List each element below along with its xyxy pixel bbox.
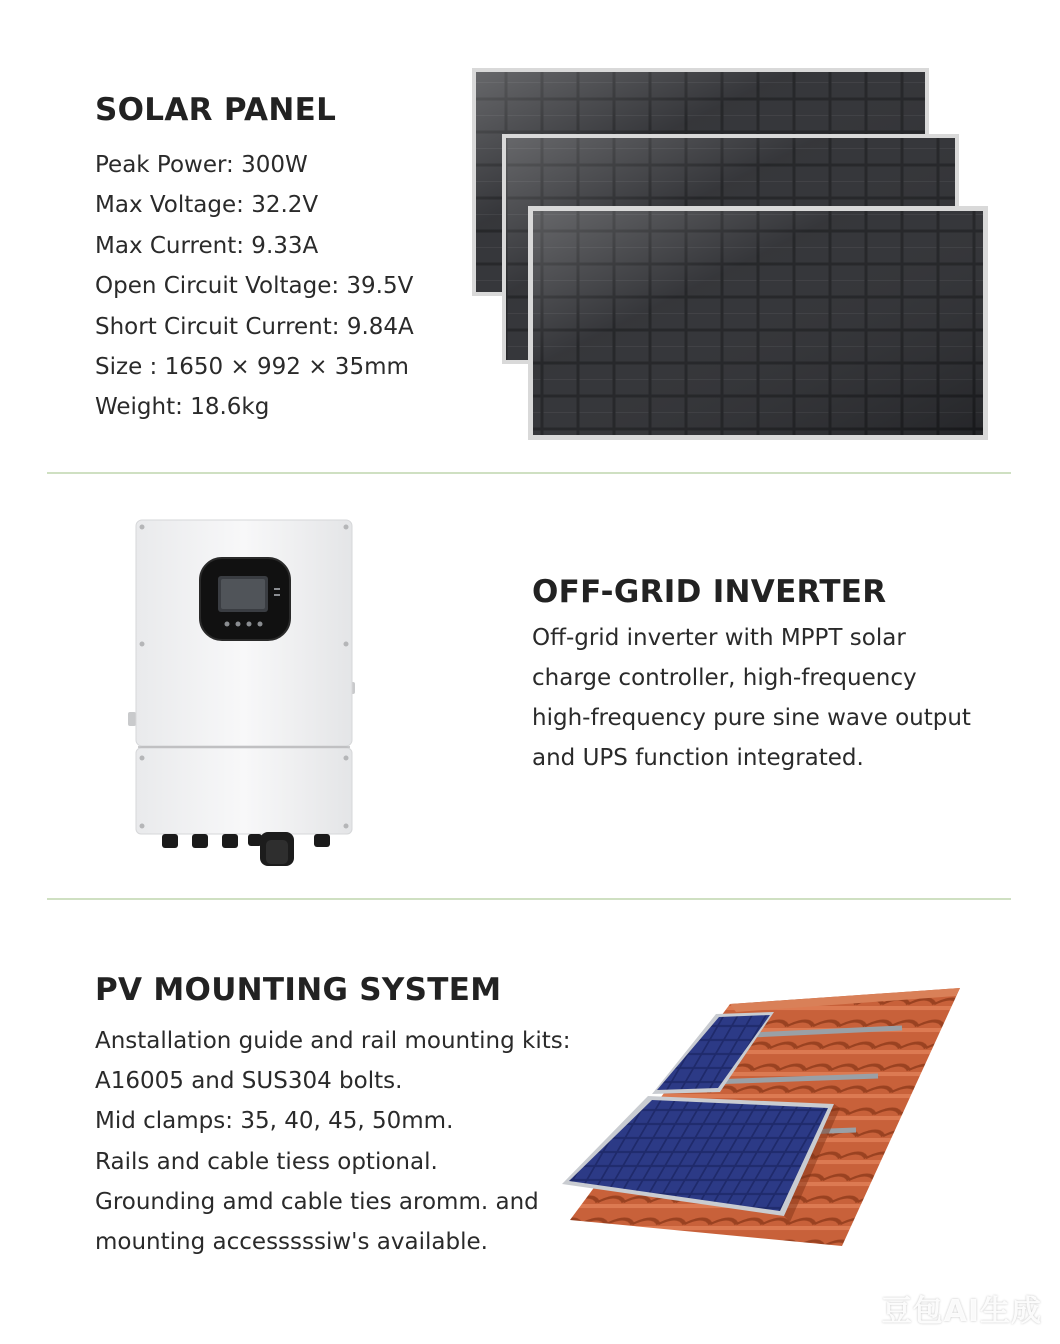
inverter-image: [126, 518, 362, 870]
watermark-text: 豆包AI生成: [881, 1294, 1042, 1329]
solar-panel-section: [0, 0, 1060, 474]
inverter-line-1: Off-grid inverter with MPPT solar: [532, 625, 906, 651]
mounting-section: [0, 900, 1060, 1344]
spec-weight: Weight: 18.6kg: [95, 394, 270, 420]
inverter-line-4: and UPS function integrated.: [532, 745, 864, 771]
solar-panels-image: [470, 66, 990, 444]
inverter-title: OFF-GRID INVERTER: [532, 574, 887, 610]
spec-max-current: Max Current: 9.33A: [95, 233, 319, 259]
spec-size: Size : 1650 × 992 × 35mm: [95, 354, 409, 380]
mounting-line-1: Anstallation guide and rail mounting kits:: [95, 1028, 571, 1054]
inverter-section: [0, 474, 1060, 900]
mounting-line-6: mounting accesssssiw's available.: [95, 1229, 488, 1255]
mounting-line-2: A16005 and SUS304 bolts.: [95, 1068, 403, 1094]
spec-open-circuit-voltage: Open Circuit Voltage: 39.5V: [95, 273, 414, 299]
mounting-title: PV MOUNTING SYSTEM: [95, 972, 502, 1008]
inverter-line-2: charge controller, high-frequency: [532, 665, 917, 691]
roof-mounting-image: [560, 984, 962, 1256]
mounting-line-4: Rails and cable tiess optional.: [95, 1149, 438, 1175]
ai-generated-watermark: [882, 1286, 1042, 1330]
mounting-line-3: Mid clamps: 35, 40, 45, 50mm.: [95, 1108, 454, 1134]
spec-peak-power: Peak Power: 300W: [95, 152, 308, 178]
solar-panel-title: SOLAR PANEL: [95, 92, 337, 128]
spec-short-circuit-current: Short Circuit Current: 9.84A: [95, 314, 414, 340]
inverter-line-3: high-frequency pure sine wave output: [532, 705, 971, 731]
mounting-line-5: Grounding amd cable ties aromm. and: [95, 1189, 539, 1215]
spec-max-voltage: Max Voltage: 32.2V: [95, 192, 319, 218]
